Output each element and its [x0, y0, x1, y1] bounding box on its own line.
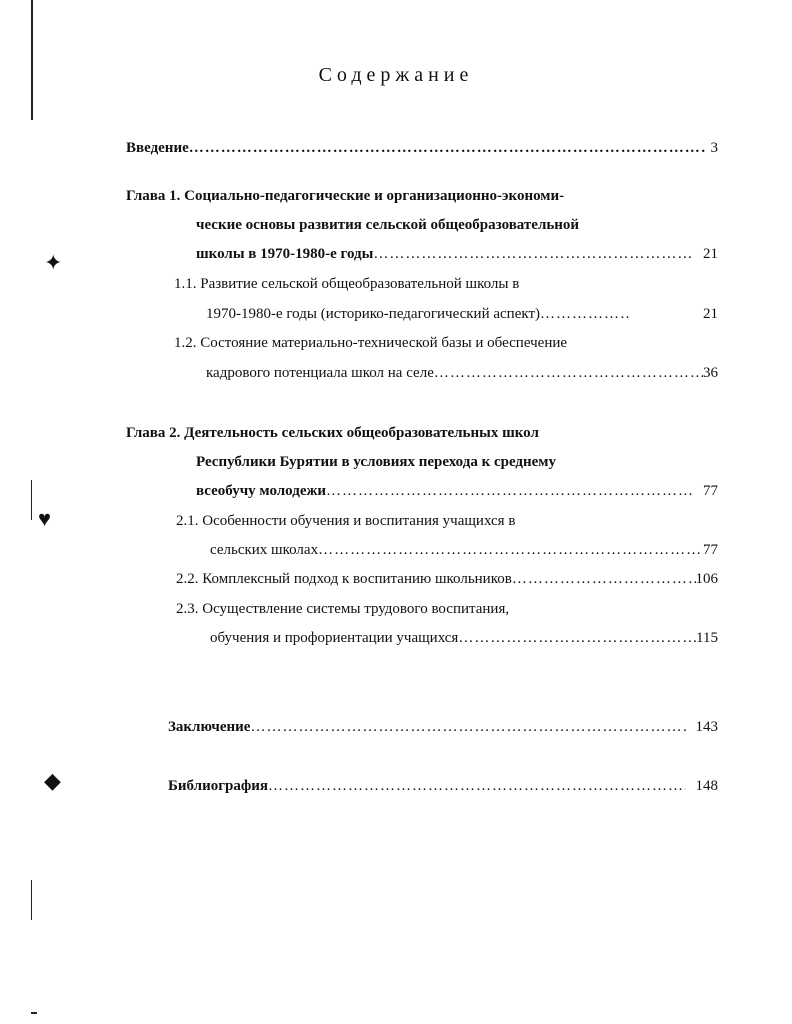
section-1-2-line1: 1.2. Состояние материально-технической базы и обеспечение — [174, 335, 568, 351]
toc-leader — [373, 244, 695, 264]
binding-hole-mark: ◆ — [44, 768, 61, 793]
chapter2-heading-line2: Республики Бурятии в условиях перехода к среднему — [196, 454, 557, 470]
chapter2-heading-line3: всеобучу молодежи — [196, 483, 326, 499]
toc-page-number: 77 — [703, 483, 718, 499]
toc-entry-introduction — [126, 138, 718, 158]
toc-page-number: 21 — [703, 306, 718, 322]
section-2-2-line1: 2.2. Комплексный подход к воспитанию школьников — [176, 571, 512, 587]
page-title: Содержание — [318, 64, 474, 86]
toc-entry-section-1-2 — [206, 363, 718, 383]
toc-leader — [540, 304, 630, 324]
binding-hole-mark: ♥ — [38, 506, 52, 531]
toc-leader — [512, 569, 696, 589]
chapter2-heading-line1: Глава 2. Деятельность сельских общеобразовательных школ — [126, 425, 539, 441]
scan-edge-line — [31, 0, 33, 120]
toc-entry-conclusion — [168, 717, 718, 737]
toc-entry-bibliography — [168, 776, 718, 796]
toc-entry-label: Заключение — [168, 719, 251, 735]
toc-page-number: 143 — [695, 719, 718, 735]
toc-entry-section-1-1 — [206, 304, 718, 324]
toc-leader — [434, 363, 703, 383]
toc-entry-label: Библиография — [168, 778, 269, 794]
section-2-3-line2: обучения и профориентации учащихся — [210, 630, 459, 646]
toc-page-number: 106 — [695, 571, 718, 587]
section-1-1-line2: 1970-1980-е годы (историко-педагогический аспект) — [206, 306, 540, 322]
section-1-1-line1: 1.1. Развитие сельской общеобразовательной школы в — [174, 276, 520, 292]
toc-leader — [250, 717, 685, 737]
toc-page-number: 77 — [703, 542, 718, 558]
chapter1-heading-line1: Глава 1. Социально-педагогические и организационно-экономи- — [126, 188, 565, 204]
section-2-1-line1: 2.1. Особенности обучения и воспитания учащихся в — [176, 513, 516, 529]
toc-leader — [326, 481, 693, 501]
toc-entry-chapter1 — [196, 244, 718, 264]
toc-entry-chapter2 — [196, 481, 718, 501]
chapter1-heading-line3: школы в 1970-1980-е годы — [196, 246, 374, 262]
scan-edge-line — [31, 480, 32, 520]
toc-leader — [458, 628, 696, 648]
toc-leader — [189, 138, 707, 158]
toc-entry-label: Введение — [126, 140, 189, 156]
section-2-3-line1: 2.3. Осуществление системы трудового воспитания, — [176, 601, 510, 617]
binding-hole-mark: ✦ — [44, 250, 63, 275]
chapter1-heading-line2: ческие основы развития сельской общеобразовательной — [196, 217, 580, 233]
toc-page-number: 3 — [710, 140, 718, 156]
toc-leader — [268, 776, 685, 796]
toc-leader — [318, 540, 703, 560]
scan-edge-line — [31, 1012, 37, 1014]
toc-page-number: 148 — [695, 778, 718, 794]
scan-edge-line — [31, 880, 32, 920]
toc-page-number: 115 — [696, 630, 718, 646]
toc-entry-section-2-3 — [210, 628, 718, 648]
toc-entry-section-2-1 — [210, 540, 718, 560]
toc-page-number: 36 — [703, 365, 718, 381]
toc-page-number: 21 — [703, 246, 718, 262]
section-2-1-line2: сельских школах — [210, 542, 319, 558]
toc-entry-section-2-2 — [176, 569, 718, 589]
section-1-2-line2: кадрового потенциала школ на селе — [206, 365, 434, 381]
